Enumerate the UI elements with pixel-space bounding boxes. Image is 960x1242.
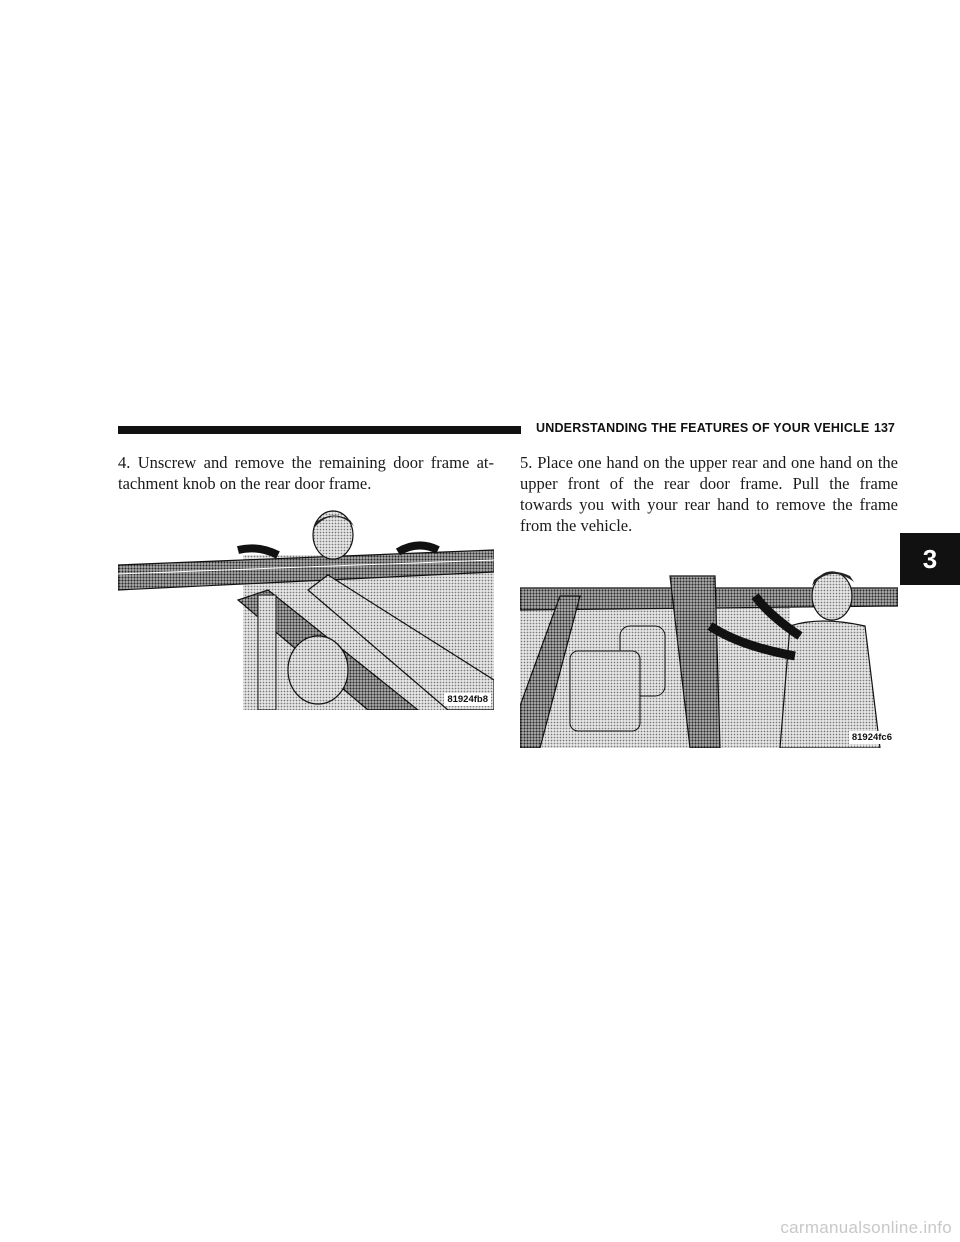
figure-code: 81924fb8 [444, 693, 491, 706]
figure-remove-knob [118, 510, 494, 710]
illustration-person-removing-knob [118, 510, 494, 710]
page-number: 137 [874, 421, 895, 435]
figure-remove-frame [520, 556, 898, 748]
step-5-text: 5. Place one hand on the upper rear and one hand on the upper front of the rear door frame. Pull the frame towards you with your rear hand to remove the frame from the vehicle. [520, 453, 898, 535]
illustration-person-removing-frame [520, 556, 898, 748]
figure-code: 81924fc6 [849, 731, 895, 744]
header-rule [118, 426, 521, 434]
section-title: UNDERSTANDING THE FEATURES OF YOUR VEHICLE [536, 421, 870, 435]
chapter-tab: 3 [900, 533, 960, 585]
footer-watermark: carmanualsonline.info [780, 1218, 952, 1237]
step-4-text: 4. Unscrew and remove the remaining door frame at-tachment knob on the rear door frame. [118, 453, 494, 493]
